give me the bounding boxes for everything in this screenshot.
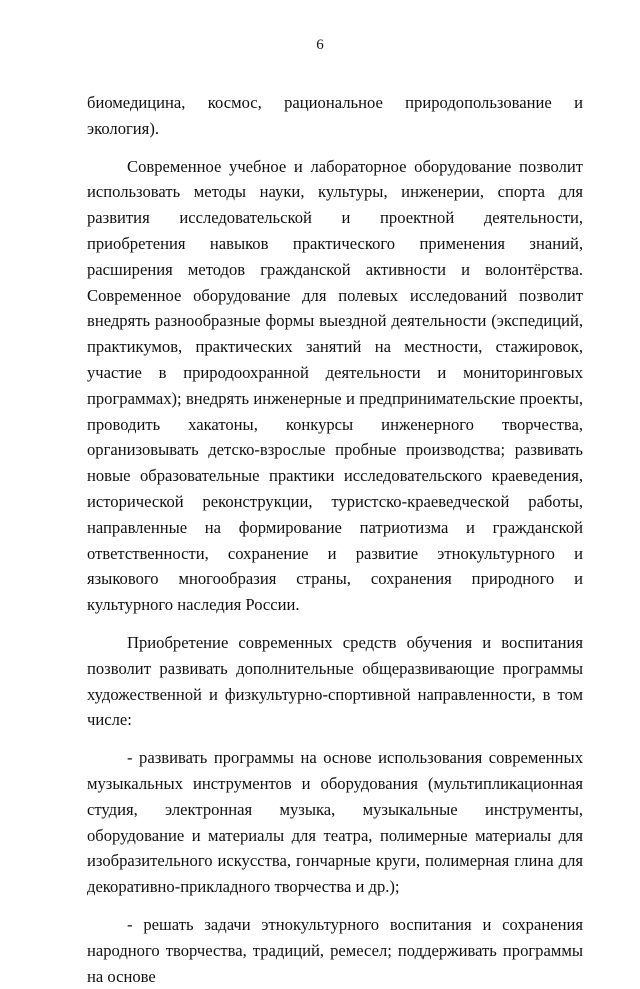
page-number: 6 xyxy=(316,37,324,53)
list-item-music-programs: - развивать программы на основе использования современных музыкальных инструментов и оборудования (мультипликационная студия, электронная музыка, музыкальные инструменты, оборудование и материалы для театра, полимерные материалы для изобразительного искусства, гончарные круги, полимерная глина для декоративно-прикладного творчества и др.); xyxy=(87,748,583,897)
list-item-ethnocultural: - решать задачи этнокультурного воспитания и сохранения народного творчества, традиций, ремесел; поддерживать программы на основе xyxy=(87,914,583,986)
paragraph-equipment: Современное учебное и лабораторное оборудование позволит использовать методы науки, культуры, инженерии, спорта для развития исследовательской и проектной деятельности, приобретения навыков практического применения знаний, расширения методов гражданской активности и волонтёрства. Современное оборудование для полевых исследований позволит внедрять разнообразные формы выездной деятельности (экспедиций, практикумов, практических занятий на местности, стажировок, участие в природоохранной деятельности и мониторинговых программах); внедрять инженерные и предпринимательские проекты, проводить хакатоны, конкурсы инженерного творчества, организовывать детско-взрослые пробные производства; развивать новые образовательные практики исследовательского краеведения, исторической реконструкции, туристско-краеведческой работы, направленные на формирование патриотизма и гражданской ответственности, сохранение и развитие этнокультурного и языкового многообразия страны, сохранения природного и культурного наследия России. xyxy=(87,156,583,615)
document-body xyxy=(87,90,583,989)
paragraph-continuation: биомедицина, космос, рациональное природопользование и экология). xyxy=(87,93,583,138)
paragraph-acquisition: Приобретение современных средств обучения и воспитания позволит развивать дополнительные общеразвивающие программы художественной и физкультурно-спортивной направленности, в том числе: xyxy=(87,632,583,730)
